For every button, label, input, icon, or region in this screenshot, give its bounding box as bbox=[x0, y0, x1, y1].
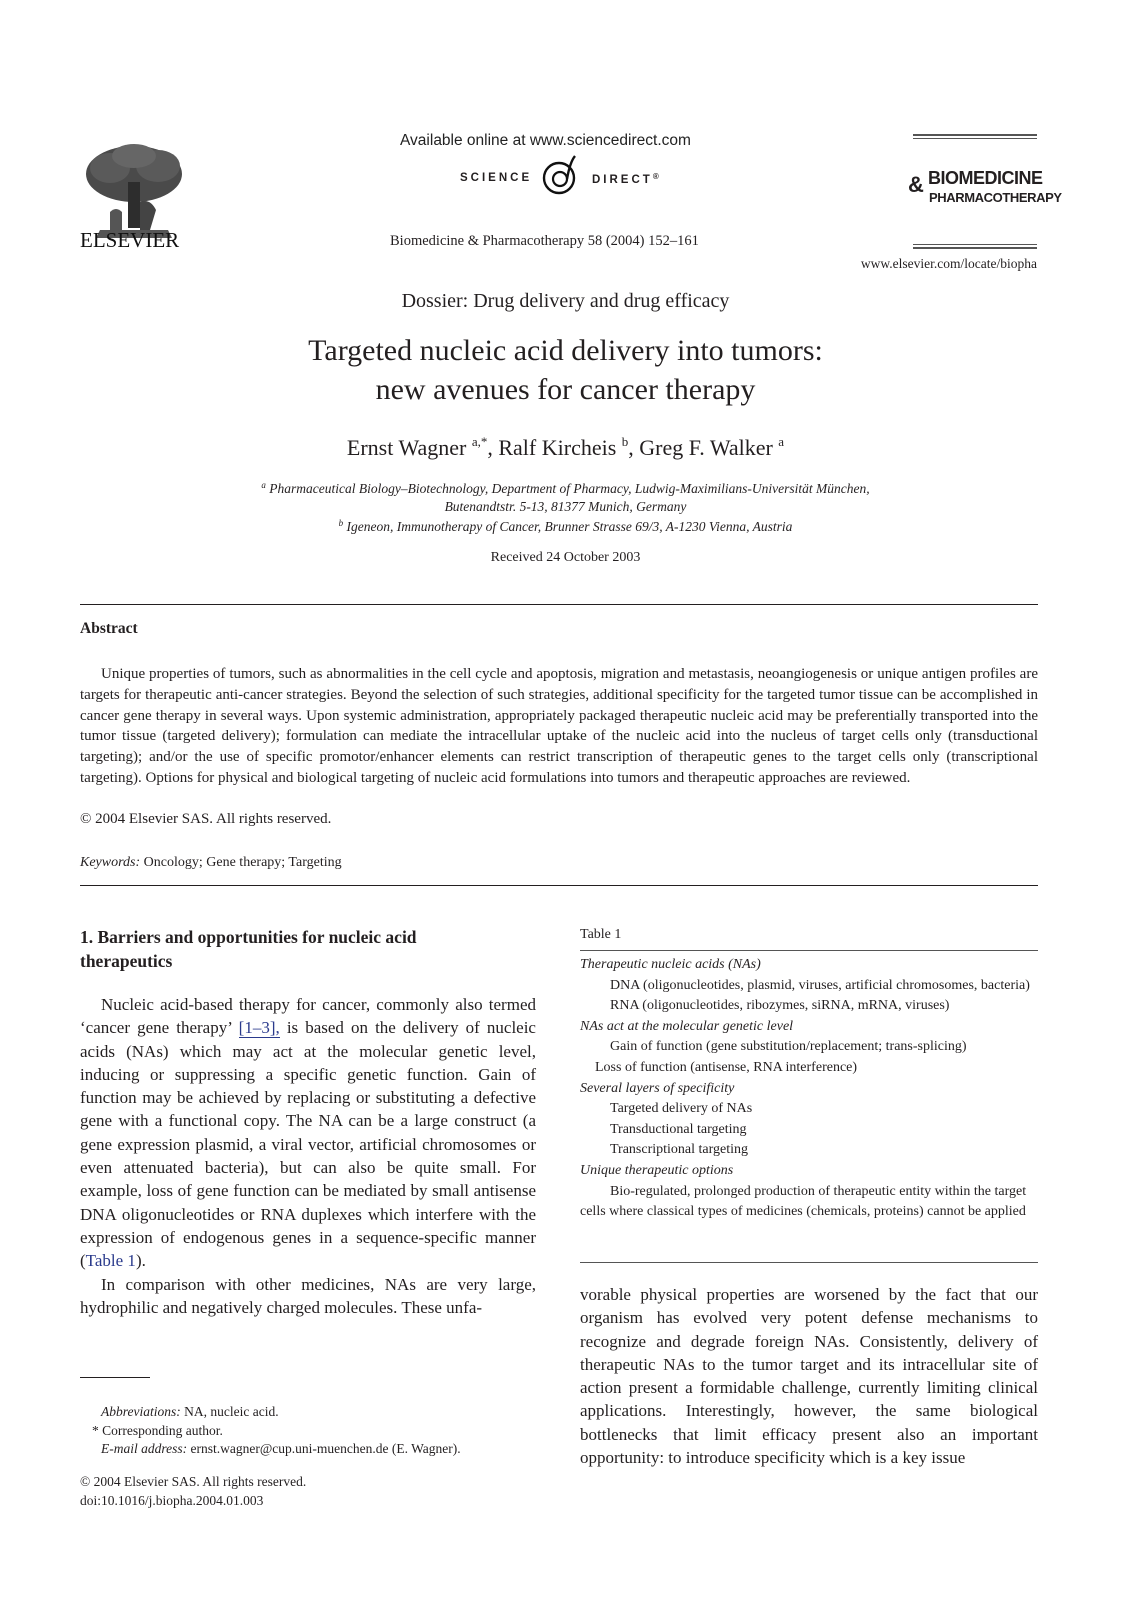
footnote-email: E-mail address: ernst.wagner@cup.uni-muenchen.de (E. Wagner). bbox=[101, 1441, 461, 1456]
doi[interactable]: doi:10.1016/j.biopha.2004.01.003 bbox=[80, 1493, 264, 1508]
table-row: NAs act at the molecular genetic level bbox=[580, 1018, 794, 1034]
author-affiliation-marker: b bbox=[621, 434, 629, 449]
sciencedirect-d-icon bbox=[537, 154, 583, 198]
abstract-text: Unique properties of tumors, such as abnormalities in the cell cycle and apoptosis, migration and metastasis, neoangiogenesis or unique antigen profiles are targets for therapeutic anti-cancer strategies. Beyond the selection of such strategies, additional specificity for the targeted tumor tissue can be accomplished in cancer gene therapy in several ways. Upon systemic administration, appropriately packaged therapeutic nucleic acid may be preferentially transported into the tumor tissue (targeted delivery); formulation can mediate the intracellular uptake of the nucleic acid into the nucleus of target cells only (transductional targeting); and/or the use of specific promotor/enhancer elements can restrict transcription of therapeutic genes to the target cells only (transcriptional targeting). Options for physical and biological targeting of nucleic acid formulations into tumors and therapeutic approaches are reviewed. bbox=[80, 666, 1038, 786]
footnote-copyright: © 2004 Elsevier SAS. All rights reserved. bbox=[80, 1474, 307, 1489]
journal-logo-rule bbox=[913, 138, 1037, 139]
table-rule bbox=[580, 1262, 1038, 1263]
table-row: Bio-regulated, prolonged production of therapeutic entity within the target cells where classical types of medicines (chemicals, proteins) cannot be applied bbox=[580, 1183, 1027, 1220]
sciencedirect-logo-left: SCIENCE bbox=[460, 172, 533, 184]
footnote-corresponding-author: * Corresponding author. bbox=[92, 1423, 223, 1438]
available-online-text: Available online at www.sciencedirect.com bbox=[400, 132, 691, 149]
table-1 bbox=[580, 955, 1038, 1223]
author-affiliation-marker: a,* bbox=[471, 434, 488, 449]
section-body-left bbox=[80, 993, 536, 1319]
journal-logo-line2: PHARMACOTHERAPY bbox=[929, 190, 1062, 205]
journal-logo-line1: BIOMEDICINE bbox=[928, 168, 1043, 188]
received-date: Received 24 October 2003 bbox=[490, 550, 641, 565]
table-row: Transcriptional targeting bbox=[610, 1142, 749, 1158]
table-row: Several layers of specificity bbox=[580, 1080, 735, 1096]
journal-logo-rule bbox=[913, 134, 1037, 136]
divider bbox=[80, 604, 1038, 605]
table-rule bbox=[580, 950, 1038, 951]
email-link[interactable]: ernst.wagner@cup.uni-muenchen.de (E. Wagner). bbox=[190, 1441, 461, 1456]
journal-logo-rule bbox=[913, 247, 1037, 249]
author-name[interactable]: Ernst Wagner bbox=[346, 435, 467, 460]
citation-link[interactable]: [1–3], bbox=[238, 1018, 280, 1038]
table-row: Gain of function (gene substitution/replacement; trans-splicing) bbox=[610, 1039, 967, 1055]
table-row: Therapeutic nucleic acids (NAs) bbox=[580, 957, 761, 972]
section-body-right bbox=[580, 1283, 1038, 1469]
table-row: Loss of function (antisense, RNA interference) bbox=[595, 1059, 858, 1075]
paragraph: vorable physical properties are worsened by the fact that our organism has evolved very potent defense mechanisms to recognize and degrade foreign NAs. Consistently, delivery of therapeutic NAs to the tumor target and its intracellular site of action present a formidable challenge, currently limiting clinical applications. Interestingly, however, the same biological bottlenecks that limit efficacy present also an important opportunity: to introduce specificity which is a key issue bbox=[580, 1285, 1038, 1468]
author-list: Ernst Wagner $^{a,*}$, Ralf Kircheis $^b$, Greg F. Walker $^a$ bbox=[346, 434, 785, 460]
author-affiliation-marker: a bbox=[778, 434, 785, 449]
table-row: Unique therapeutic options bbox=[580, 1162, 734, 1178]
affiliation-a-address: Butenandtstr. 5-13, 81377 Munich, Germany bbox=[444, 499, 687, 514]
footnote-abbreviations: Abbreviations: NA, nucleic acid. bbox=[101, 1404, 279, 1419]
section-heading: 1. Barriers and opportunities for nucleic acid therapeutics bbox=[80, 927, 417, 971]
affiliation-a: $^a$ Pharmaceutical Biology–Biotechnology, Department of Pharmacy, Ludwig-Maximilians-Universität München, bbox=[261, 480, 870, 496]
publisher-logo-text: ELSEVIER bbox=[80, 228, 180, 252]
table-row: Transductional targeting bbox=[610, 1121, 747, 1137]
sciencedirect-logo-right: DIRECT® bbox=[592, 172, 662, 186]
journal-citation: Biomedicine & Pharmacotherapy 58 (2004) 152–161 bbox=[390, 233, 699, 249]
abstract-heading: Abstract bbox=[80, 620, 138, 637]
keywords: Keywords: Oncology; Gene therapy; Targeting bbox=[80, 855, 342, 870]
journal-logo-rule bbox=[913, 244, 1037, 245]
divider bbox=[80, 885, 1038, 886]
article-title-line2: new avenues for cancer therapy bbox=[375, 373, 756, 406]
table-caption: Table 1 bbox=[580, 927, 622, 942]
abstract-copyright: © 2004 Elsevier SAS. All rights reserved. bbox=[80, 811, 332, 827]
table-row: Targeted delivery of NAs bbox=[610, 1101, 753, 1117]
table-row: DNA (oligonucleotides, plasmid, viruses, artificial chromosomes, bacteria) bbox=[610, 977, 1030, 993]
paragraph: Nucleic acid-based therapy for cancer, commonly also termed ‘cancer gene therapy’ [1–3], is based on the delivery of nucleic acids (NAs) which may act at the molecular genetic level, inducing or suppressing a specific genetic function. Gain of function may be achieved by replacing or substituting a defective gene with a functional copy. The NA can be a large construct (a gene expression plasmid, a viral vector, artificial chromosomes or even attenuated bacteria), but can also be quite small. For example, loss of gene function can be mediated by small antisense DNA oligonucleotides or RNA duplexes which interfere with the expression of endogenous genes in a sequence-specific manner (Table 1). bbox=[80, 995, 536, 1271]
footnote-divider bbox=[80, 1377, 150, 1378]
article-title-line1: Targeted nucleic acid delivery into tumors: bbox=[308, 334, 823, 367]
paragraph: In comparison with other medicines, NAs are very large, hydrophilic and negatively charged molecules. These unfa- bbox=[80, 1274, 536, 1317]
table-link[interactable]: Table 1 bbox=[85, 1251, 136, 1271]
journal-logo-amp: & bbox=[908, 172, 924, 197]
author-name[interactable]: Ralf Kircheis bbox=[498, 435, 617, 460]
table-row: RNA (oligonucleotides, ribozymes, siRNA, mRNA, viruses) bbox=[610, 998, 950, 1014]
journal-url-link[interactable]: www.elsevier.com/locate/biopha bbox=[860, 256, 1037, 271]
author-name[interactable]: Greg F. Walker bbox=[639, 435, 773, 460]
affiliation-b: $^b$ Igeneon, Immunotherapy of Cancer, Brunner Strasse 69/3, A-1230 Vienna, Austria bbox=[338, 518, 793, 534]
dossier-label: Dossier: Drug delivery and drug efficacy bbox=[401, 290, 730, 312]
